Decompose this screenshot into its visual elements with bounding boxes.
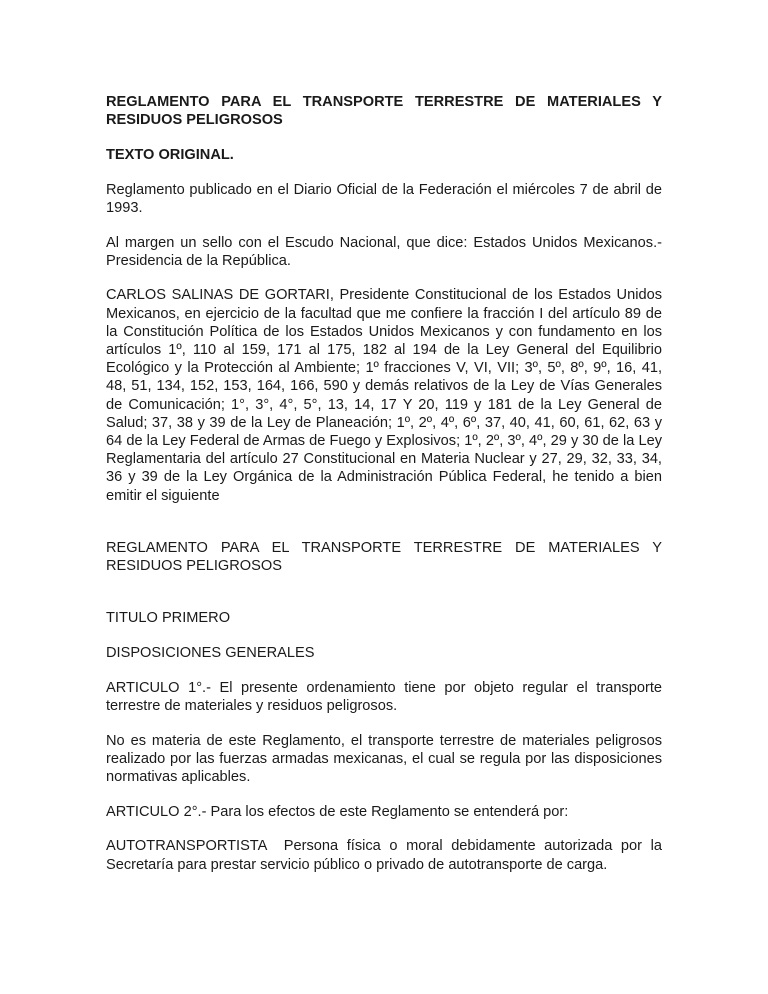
- title-section-heading: TITULO PRIMERO: [106, 610, 231, 627]
- article-1: ARTICULO 1°.- El presente ordenamiento tiene por objeto regular el transporte terrestre de materiales y residuos peligrosos.: [106, 679, 662, 714]
- document-title-line-2: RESIDUOS PELIGROSOS: [106, 112, 283, 129]
- original-text-heading: TEXTO ORIGINAL.: [106, 146, 234, 163]
- definition-autotransportista: AUTOTRANSPORTISTA Persona física o moral debidamente autorizada por la Secretaría para prestar servicio público o privado de autotransporte de carga.: [106, 838, 667, 873]
- seal-note: Al margen un sello con el Escudo Nacional, que dice: Estados Unidos Mexicanos.- Presidencia de la República.: [106, 234, 662, 269]
- article-1-paragraph-2: No es materia de este Reglamento, el transporte terrestre de materiales peligrosos realizado por las fuerzas armadas mexicanas, el cual se regula por las disposiciones normativas aplicables.: [106, 732, 662, 785]
- document-title-line-1: REGLAMENTO PARA EL TRANSPORTE TERRESTRE DE MATERIALES Y: [106, 94, 662, 110]
- publication-note: Reglamento publicado en el Diario Oficial de la Federación el miércoles 7 de abril de 1993.: [106, 181, 662, 216]
- document-title: [106, 93, 662, 129]
- preamble-paragraph: CARLOS SALINAS DE GORTARI, Presidente Constitucional de los Estados Unidos Mexicanos, en ejercicio de la facultad que me confiere la fracción I del artículo 89 de la Constitución Política de los Estados Unidos Mexicanos y con fundamento en los artículos 1º, 110 al 159, 171 al 175, 182 al 194 de la Ley General del Equilibrio Ecológico y la Protección al Ambiente; 1º fracciones V, VI, VII; 3º, 5º, 8º, 9º, 16, 41, 48, 51, 134, 152, 153, 164, 166, 590 y demás relativos de la Ley de Vías Generales de Comunicación; 1°, 3°, 4°, 5°, 13, 14, 17 Y 20, 119 y 181 de la Ley General de Salud; 37, 38 y 39 de la Ley de Planeación; 1º, 2º, 4º, 6º, 37, 40, 41, 60, 61, 62, 63 y 64 de la Ley Federal de Armas de Fuego y Explosivos; 1º, 2º, 3º, 4º, 29 y 30 de la Ley Reglamentaria del artículo 27 Constitucional en Materia Nuclear y 27, 29, 32, 33, 34, 36 y 39 de la Ley Orgánica de la Administración Pública Federal, he tenido a bien emitir el siguiente: [106, 287, 662, 504]
- chapter-heading: DISPOSICIONES GENERALES: [106, 644, 315, 661]
- document-page: [106, 93, 667, 890]
- regulation-title-line-2: RESIDUOS PELIGROSOS: [106, 558, 282, 575]
- article-2: ARTICULO 2°.- Para los efectos de este Reglamento se entenderá por:: [106, 803, 569, 820]
- regulation-title-line-1: REGLAMENTO PARA EL TRANSPORTE TERRESTRE DE MATERIALES Y: [106, 539, 662, 556]
- regulation-title: [106, 539, 662, 575]
